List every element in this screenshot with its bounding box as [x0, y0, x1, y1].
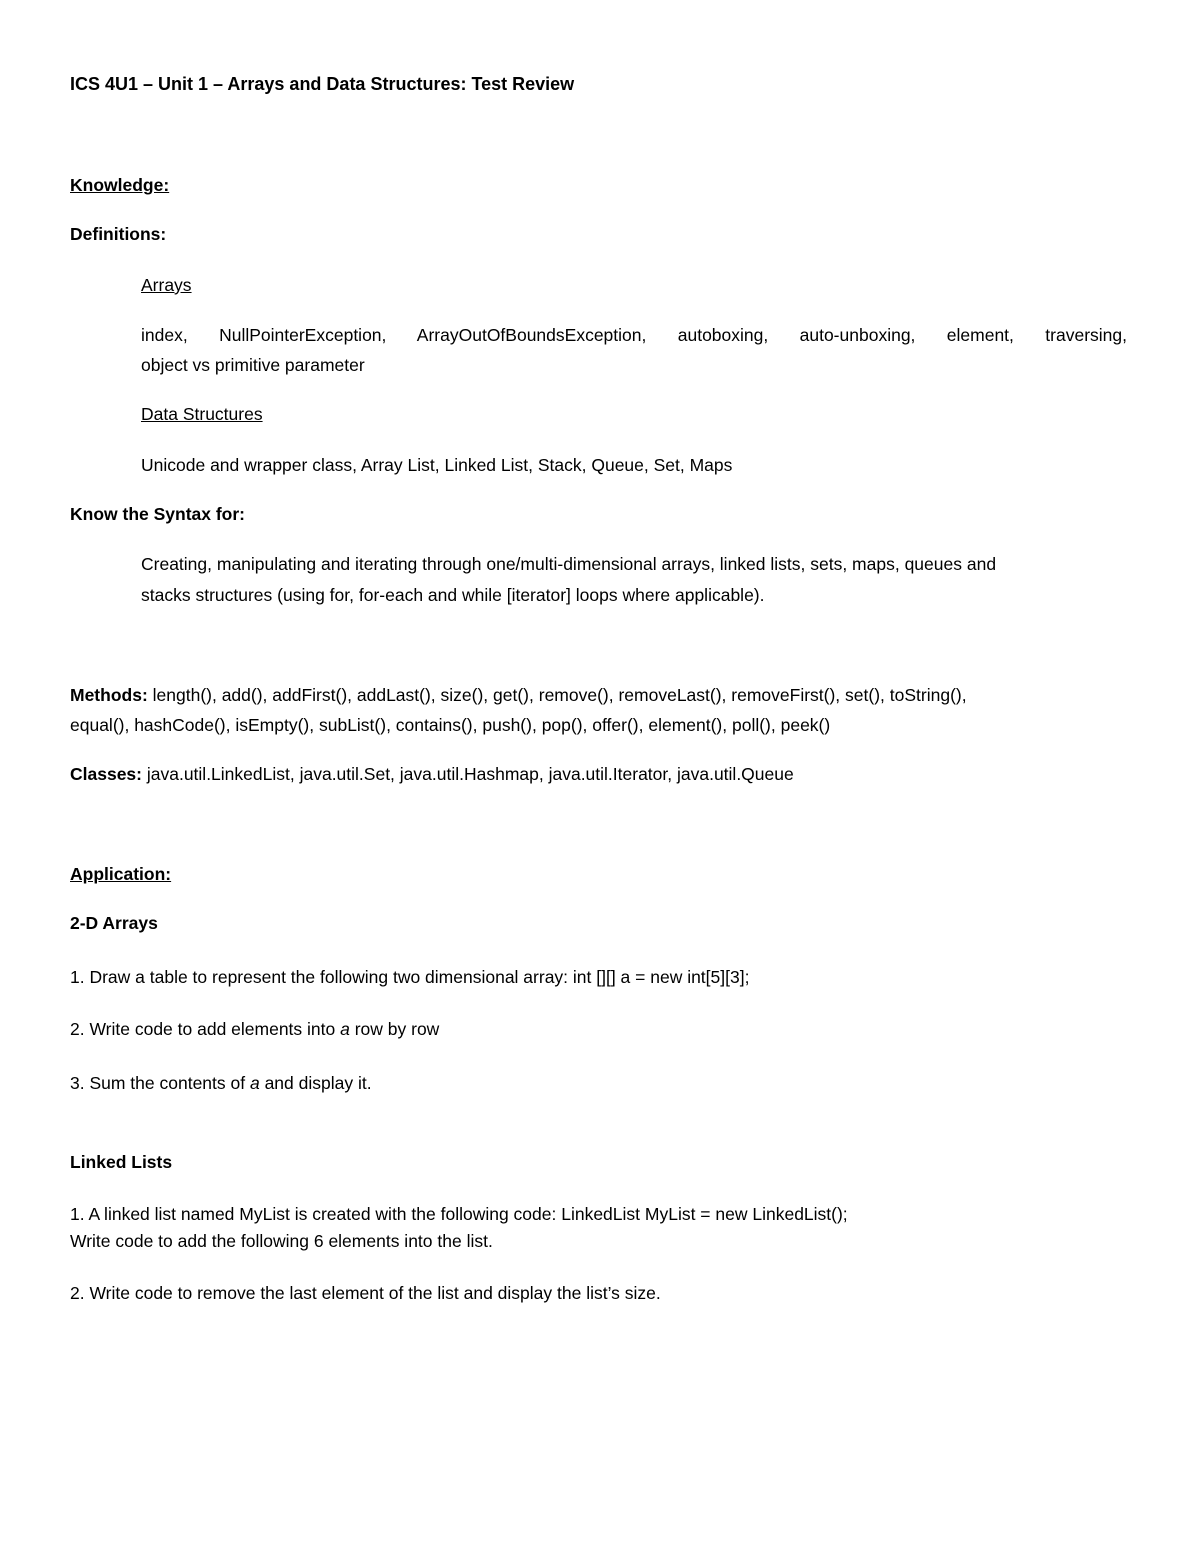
linked-list-question-1-line2: Write code to add the following 6 elements into the list. [70, 1231, 493, 1251]
arrays-question-3-var: a [249, 1073, 260, 1093]
application-heading: Application: [70, 864, 172, 884]
arrays-question-2 [70, 1014, 439, 1044]
syntax-line1: Creating, manipulating and iterating through one/multi-dimensional arrays, linked lists, sets, maps, queues and [141, 554, 997, 574]
classes-line [70, 759, 794, 789]
arrays-terms-line2: object vs primitive parameter [141, 355, 365, 375]
arrays-terms-line1: index, NullPointerException, ArrayOutOfBoundsException, autoboxing, auto-unboxing, element, traversing, [141, 325, 1127, 345]
arrays-question-3 [70, 1068, 372, 1098]
arrays-subheading: Arrays [141, 275, 192, 295]
arrays-question-2-text-end: row by row [349, 1019, 440, 1039]
methods-list-part1: length(), add(), addFirst(), addLast(), size(), get(), remove(), removeLast(), removeFirst(), set(), toString(), [147, 685, 967, 705]
definitions-heading: Definitions: [70, 224, 167, 244]
classes-label: Classes: [70, 764, 142, 784]
methods-line1 [70, 680, 967, 710]
linked-list-question-2: 2. Write code to remove the last element of the list and display the list’s size. [70, 1283, 661, 1303]
methods-line2: equal(), hashCode(), isEmpty(), subList(), contains(), push(), pop(), offer(), element(), poll(), peek() [70, 715, 831, 735]
methods-label: Methods: [70, 685, 148, 705]
arrays-question-2-text: 2. Write code to add elements into [70, 1019, 341, 1039]
data-structures-subheading: Data Structures [141, 404, 263, 424]
arrays-question-2-var: a [340, 1019, 350, 1039]
linked-lists-heading: Linked Lists [70, 1152, 173, 1172]
arrays-question-3-text-end: and display it. [259, 1073, 372, 1093]
knowledge-heading: Knowledge: [70, 175, 170, 195]
data-structures-terms: Unicode and wrapper class, Array List, Linked List, Stack, Queue, Set, Maps [141, 455, 733, 475]
arrays-question-3-text: 3. Sum the contents of [70, 1073, 250, 1093]
linked-list-question-1-line1: 1. A linked list named MyList is created with the following code: LinkedList MyList = new LinkedList(); [70, 1204, 848, 1224]
classes-list: java.util.LinkedList, java.util.Set, java.util.Hashmap, java.util.Iterator, java.util.Queue [142, 764, 794, 784]
arrays-question-1: 1. Draw a table to represent the following two dimensional array: int [][] a = new int[5][3]; [70, 967, 750, 987]
syntax-heading: Know the Syntax for: [70, 504, 246, 524]
document-title: ICS 4U1 – Unit 1 – Arrays and Data Structures: Test Review [70, 74, 575, 94]
arrays-2d-heading: 2-D Arrays [70, 913, 158, 933]
syntax-line2: stacks structures (using for, for-each and while [iterator] loops where applicable). [141, 585, 765, 605]
